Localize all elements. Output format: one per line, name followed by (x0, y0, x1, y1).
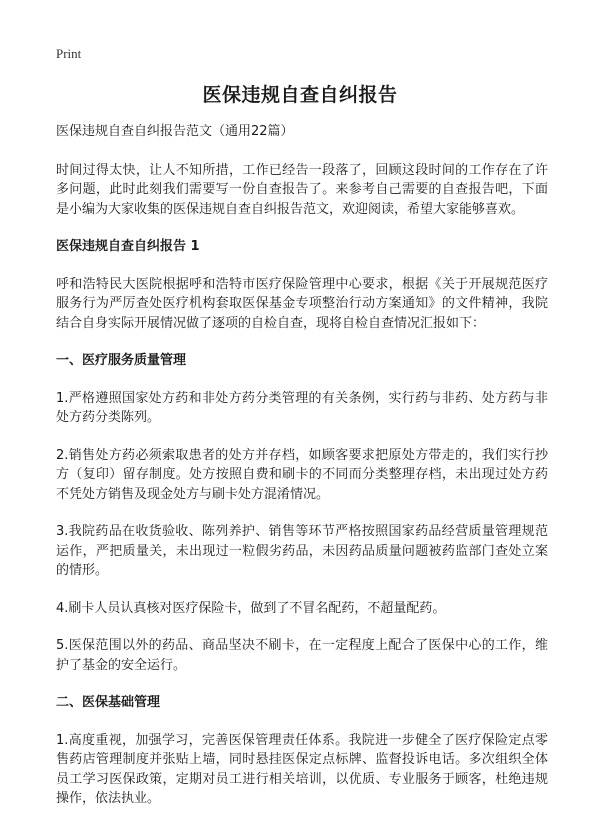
document-subtitle: 医保违规自查自纠报告范文（通用22篇） (56, 124, 294, 139)
report-intro-paragraph: 呼和浩特民大医院根据呼和浩特市医疗保险管理中心要求，根据《关于开展规范医疗服务行为严厉查处医疗机构套取医保基金专项整治行动方案通知》的文件精神，我院结合自身实际开展情况做了逐项的自检自查，现将自检自查情况汇报如下： (56, 276, 548, 331)
list-item: 2.销售处方药必须索取患者的处方并存档，如顾客要求把原处方带走的，我们实行抄方（复印）留存制度。处方按照自费和刷卡的不同而分类整理存档，未出现过处方药不凭处方销售及现金处方与刷卡处方混淆情况。 (56, 447, 548, 502)
page-title: 医保违规自查自纠报告 (202, 84, 398, 106)
list-item: 5.医保范围以外的药品、商品坚决不刷卡，在一定程度上配合了医保中心的工作，维护了基金的安全运行。 (56, 638, 548, 673)
intro-paragraph: 时间过得太快，让人不知所措，工作已经告一段落了，回顾这段时间的工作存在了许多问题，此时此刻我们需要写一份自查报告了。来参考自己需要的自查报告吧，下面是小编为大家收集的医保违规自查自纠报告范文，欢迎阅读，希望大家能够喜欢。 (56, 162, 548, 217)
list-item: 3.我院药品在收货验收、陈列养护、销售等环节严格按照国家药品经营质量管理规范运作，严把质量关，未出现过一粒假劣药品，未因药品质量问题被药监部门查处立案的情形。 (56, 524, 548, 578)
section-heading-basic-management: 二、医保基础管理 (56, 695, 161, 710)
list-item: 1.严格遵照国家处方药和非处方药分类管理的有关条例，实行药与非药、处方药与非处方药分类陈列。 (56, 390, 548, 425)
document-body (56, 122, 548, 827)
print-link[interactable]: Print (56, 46, 82, 61)
section-heading-quality: 一、医疗服务质量管理 (56, 353, 187, 368)
report-heading: 医保违规自查自纠报告 1 (56, 239, 200, 254)
list-item: 1.高度重视，加强学习，完善医保管理责任体系。我院进一步健全了医疗保险定点零售药店管理制度并张贴上墙，同时悬挂医保定点标牌、监督投诉电话。多次组织全体员工学习医保政策，定期对员工进行相关培训，以优质、专业服务于顾客，杜绝违规操作，依法执业。 (56, 732, 548, 806)
list-item: 4.刷卡人员认真核对医疗保险卡，做到了不冒名配药，不超量配药。 (56, 600, 446, 616)
